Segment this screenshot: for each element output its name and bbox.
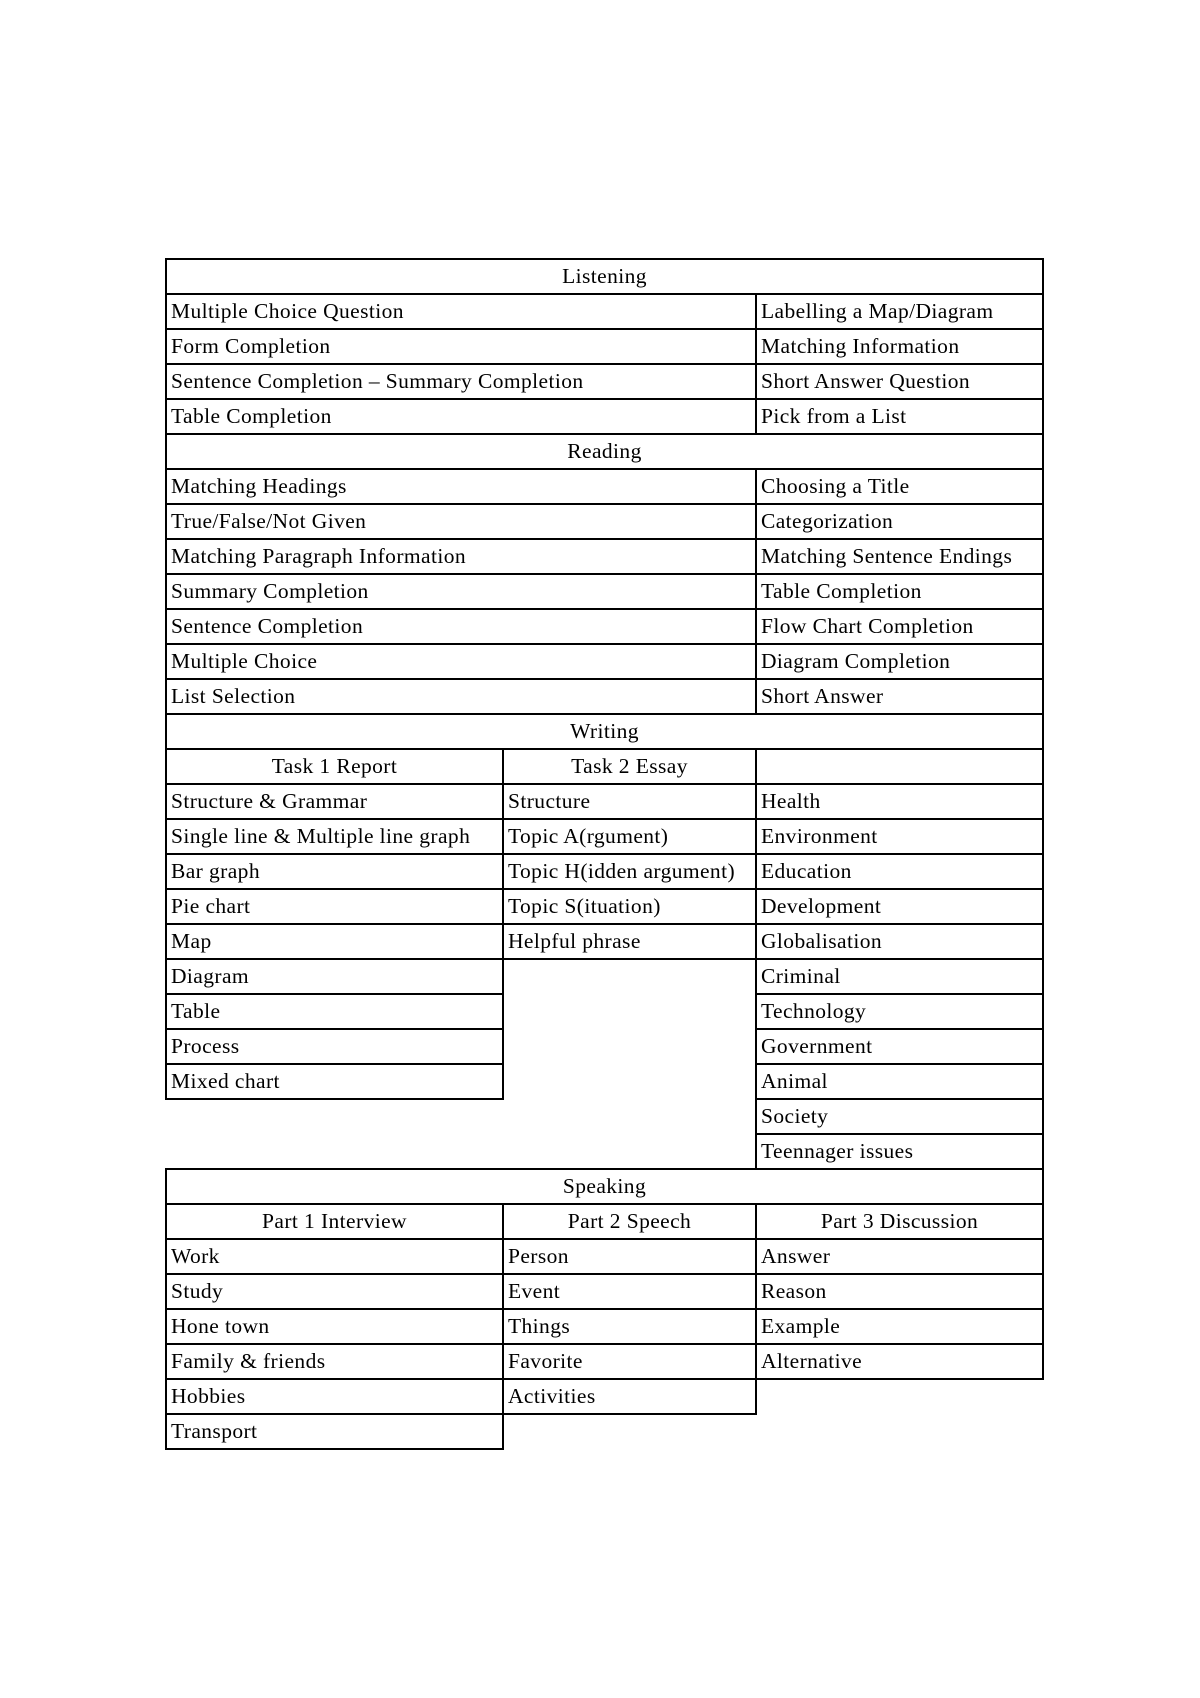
speaking-part3-item: Reason <box>755 1273 1044 1310</box>
reading-item: Choosing a Title <box>755 468 1044 505</box>
writing-task1-item: Diagram <box>165 958 504 995</box>
writing-task2-item: Topic H(idden argument) <box>502 853 757 890</box>
writing-task2-item: Topic S(ituation) <box>502 888 757 925</box>
reading-item: Sentence Completion <box>165 608 757 645</box>
speaking-part1-item: Hobbies <box>165 1378 504 1415</box>
section-heading-reading: Reading <box>165 433 1044 470</box>
writing-topics-item: Society <box>755 1098 1044 1135</box>
writing-topics-item: Teennager issues <box>755 1133 1044 1170</box>
reading-item: Diagram Completion <box>755 643 1044 680</box>
reading-item: Table Completion <box>755 573 1044 610</box>
listening-item: Table Completion <box>165 398 757 435</box>
speaking-part1-item: Transport <box>165 1413 504 1450</box>
writing-topics-item: Government <box>755 1028 1044 1065</box>
speaking-part1-item: Hone town <box>165 1308 504 1345</box>
writing-task2-item: Structure <box>502 783 757 820</box>
speaking-part2-item: Favorite <box>502 1343 757 1380</box>
speaking-part1-item: Family & friends <box>165 1343 504 1380</box>
writing-task1-item: Process <box>165 1028 504 1065</box>
listening-item: Labelling a Map/Diagram <box>755 293 1044 330</box>
reading-item: Matching Headings <box>165 468 757 505</box>
writing-column-header-task2: Task 2 Essay <box>502 748 757 785</box>
reading-item: Categorization <box>755 503 1044 540</box>
reading-item: Multiple Choice <box>165 643 757 680</box>
listening-item: Pick from a List <box>755 398 1044 435</box>
listening-item: Matching Information <box>755 328 1044 365</box>
writing-task1-item: Map <box>165 923 504 960</box>
writing-topics-item: Education <box>755 853 1044 890</box>
reading-item: Matching Sentence Endings <box>755 538 1044 575</box>
reading-item: Summary Completion <box>165 573 757 610</box>
writing-task1-item: Mixed chart <box>165 1063 504 1100</box>
writing-topics-item: Globalisation <box>755 923 1044 960</box>
writing-task1-item: Pie chart <box>165 888 504 925</box>
speaking-column-header-part1: Part 1 Interview <box>165 1203 504 1240</box>
reading-item: Flow Chart Completion <box>755 608 1044 645</box>
writing-task1-item: Table <box>165 993 504 1030</box>
speaking-part2-item: Event <box>502 1273 757 1310</box>
listening-item: Sentence Completion – Summary Completion <box>165 363 757 400</box>
listening-item: Form Completion <box>165 328 757 365</box>
writing-topics-item: Health <box>755 783 1044 820</box>
listening-item: Short Answer Question <box>755 363 1044 400</box>
speaking-column-header-part3: Part 3 Discussion <box>755 1203 1044 1240</box>
writing-topics-item: Development <box>755 888 1044 925</box>
writing-task2-item: Topic A(rgument) <box>502 818 757 855</box>
speaking-part3-item: Answer <box>755 1238 1044 1275</box>
writing-column-header-topics <box>755 748 1044 785</box>
speaking-part1-item: Study <box>165 1273 504 1310</box>
reading-item: Short Answer <box>755 678 1044 715</box>
reading-item: List Selection <box>165 678 757 715</box>
speaking-part2-item: Things <box>502 1308 757 1345</box>
reading-item: True/False/Not Given <box>165 503 757 540</box>
writing-topics-item: Animal <box>755 1063 1044 1100</box>
writing-task1-item: Single line & Multiple line graph <box>165 818 504 855</box>
speaking-part1-item: Work <box>165 1238 504 1275</box>
speaking-column-header-part2: Part 2 Speech <box>502 1203 757 1240</box>
writing-task1-item: Structure & Grammar <box>165 783 504 820</box>
reading-item: Matching Paragraph Information <box>165 538 757 575</box>
speaking-part3-item: Alternative <box>755 1343 1044 1380</box>
writing-topics-item: Criminal <box>755 958 1044 995</box>
writing-task1-item: Bar graph <box>165 853 504 890</box>
writing-topics-item: Technology <box>755 993 1044 1030</box>
speaking-part3-item: Example <box>755 1308 1044 1345</box>
section-heading-speaking: Speaking <box>165 1168 1044 1205</box>
writing-column-header-task1: Task 1 Report <box>165 748 504 785</box>
listening-item: Multiple Choice Question <box>165 293 757 330</box>
writing-topics-item: Environment <box>755 818 1044 855</box>
speaking-part2-item: Person <box>502 1238 757 1275</box>
section-heading-writing: Writing <box>165 713 1044 750</box>
speaking-part2-item: Activities <box>502 1378 757 1415</box>
writing-task2-item: Helpful phrase <box>502 923 757 960</box>
section-heading-listening: Listening <box>165 258 1044 295</box>
